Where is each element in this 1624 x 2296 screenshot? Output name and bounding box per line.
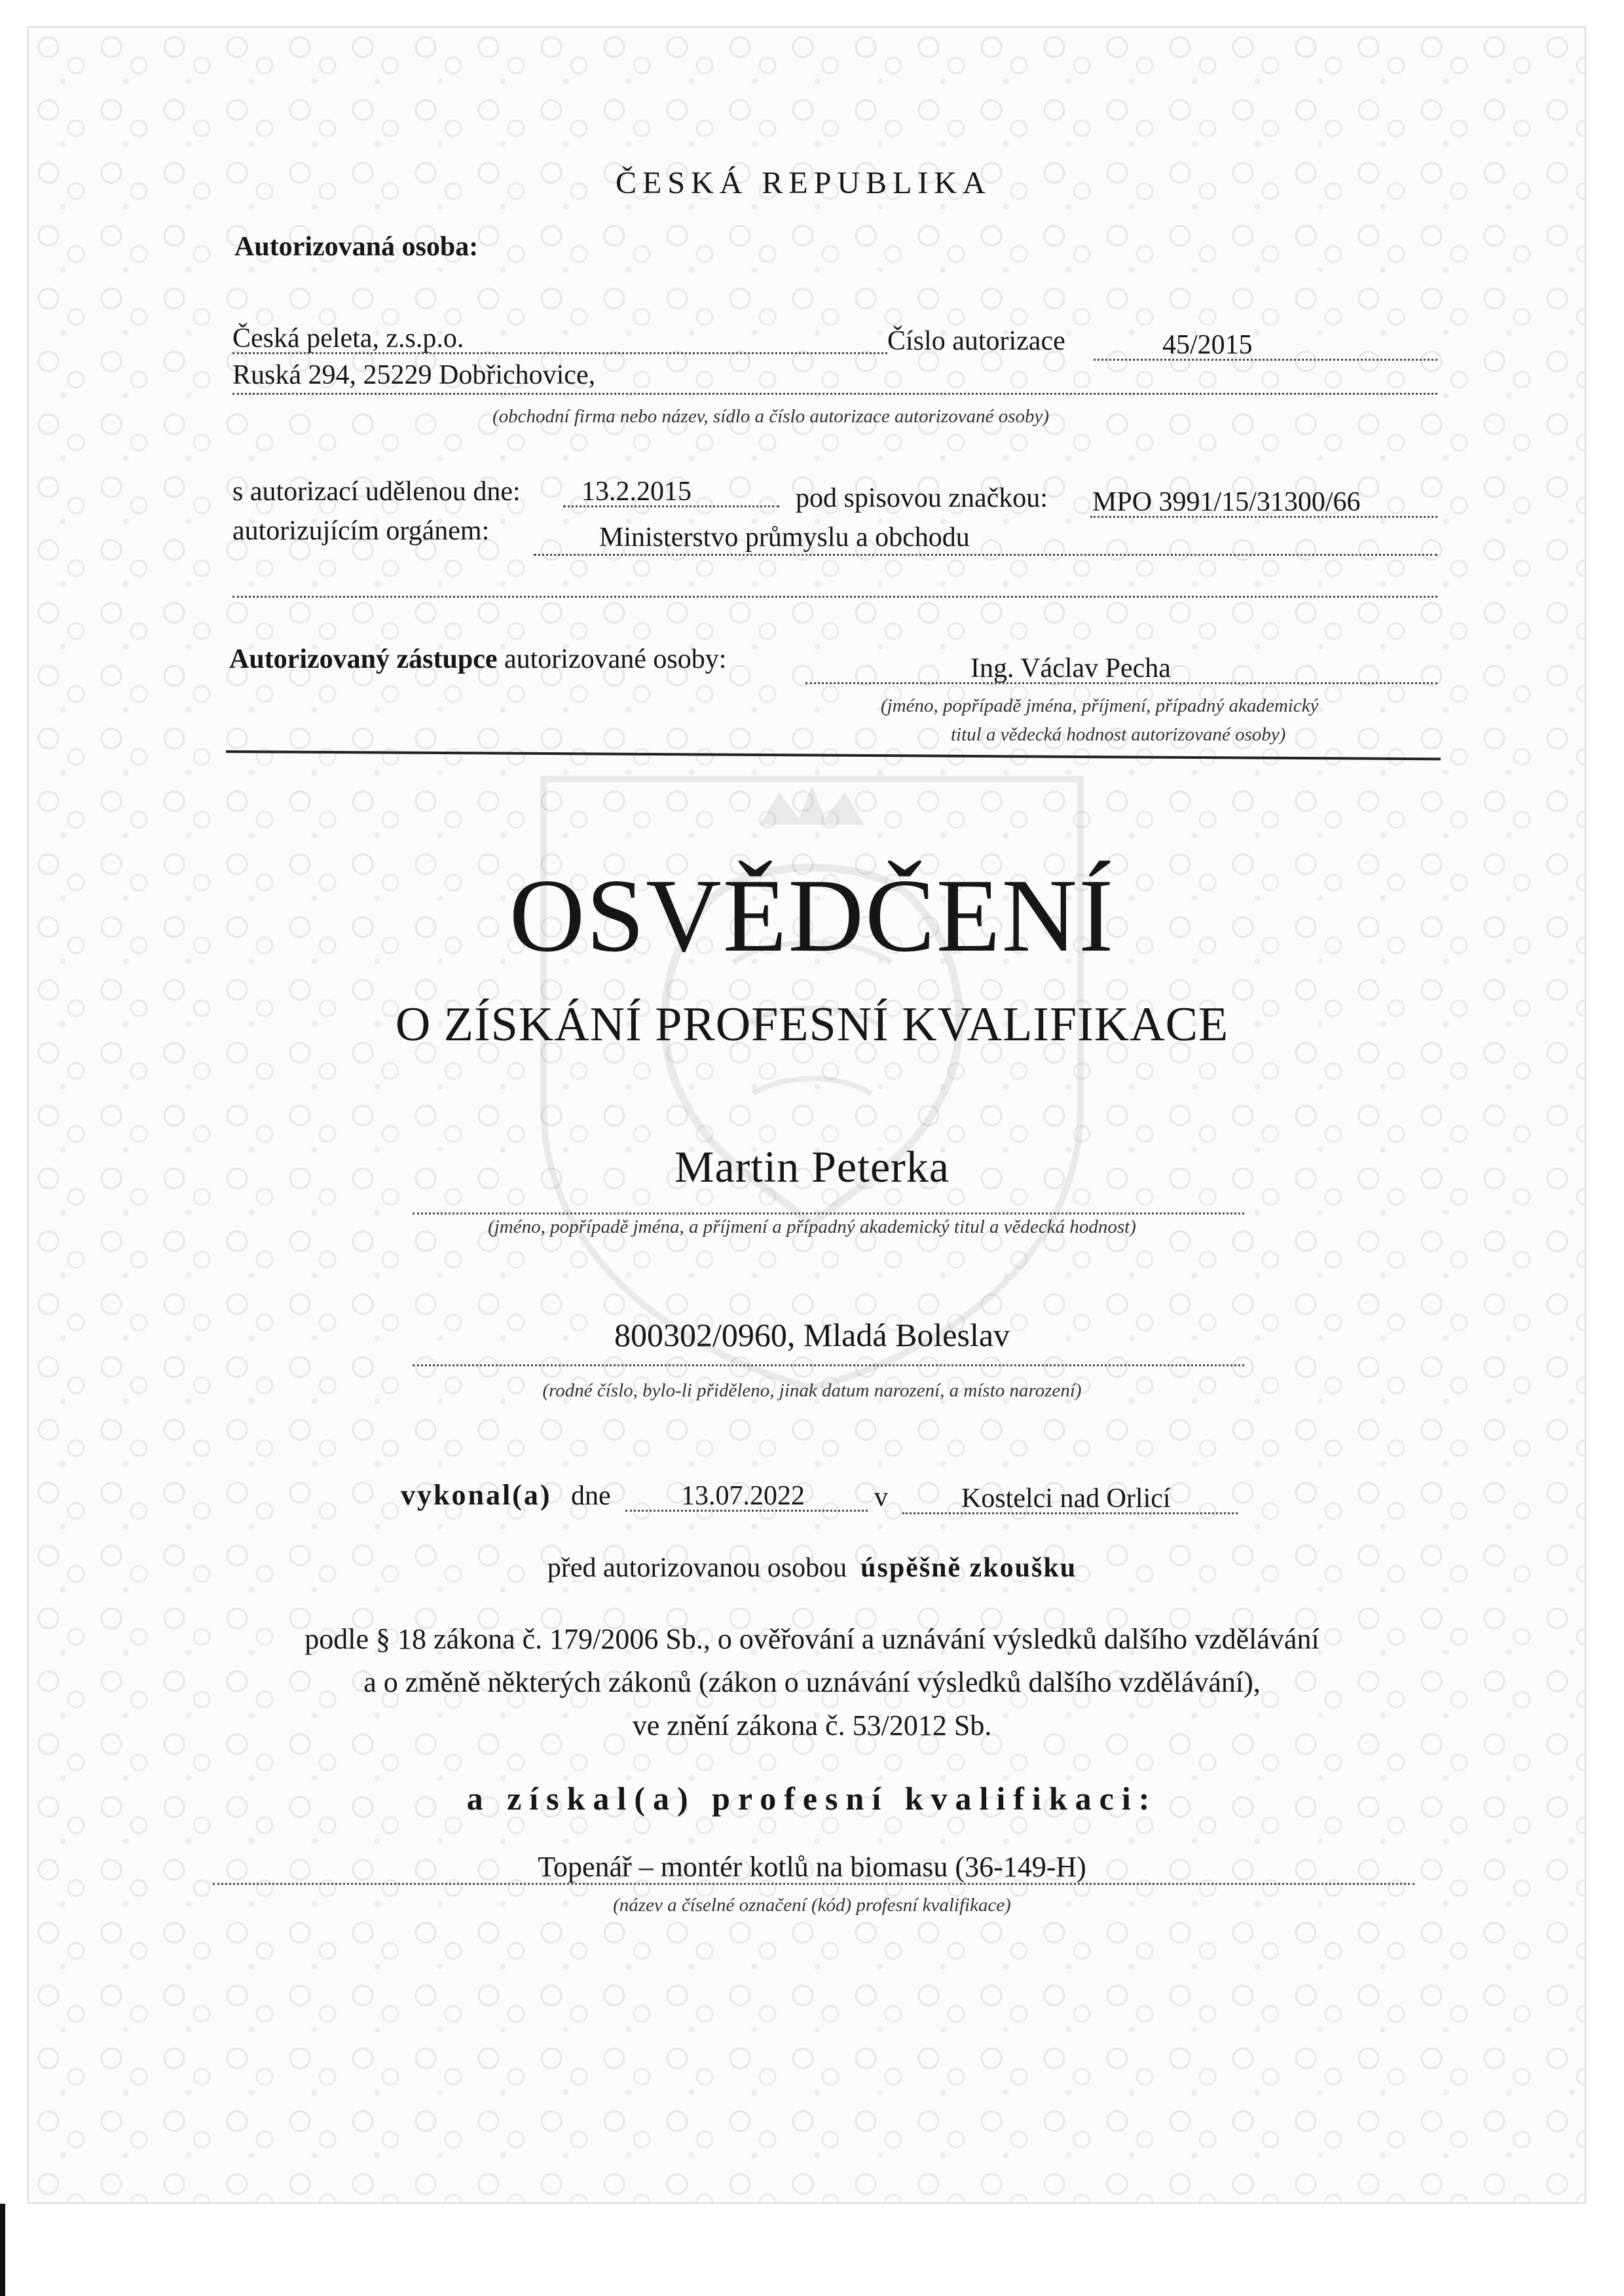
authorized-person-heading: Autorizovaná osoba: bbox=[234, 232, 479, 262]
qualification-heading: a získal(a) profesní kvalifikaci: bbox=[466, 1780, 1158, 1817]
granted-label: s autorizací udělenou dne: bbox=[232, 477, 521, 507]
authorized-person-caption: (obchodní firma nebo název, sídlo a číslo autorizace autorizované osoby) bbox=[492, 406, 1050, 427]
representative-label bbox=[229, 646, 726, 673]
file-number-label: pod spisovou značkou: bbox=[796, 483, 1048, 513]
authorized-person-address: Ruská 294, 25229 Dobřichovice, bbox=[232, 360, 596, 390]
dotted-line bbox=[1090, 516, 1437, 518]
dotted-line bbox=[625, 1510, 868, 1512]
holder-birth-caption: (rodné číslo, bylo-li přiděleno, jinak datum narození, a místo narození) bbox=[542, 1380, 1082, 1401]
country-heading: ČESKÁ REPUBLIKA bbox=[616, 166, 991, 200]
qualification-caption: (název a číselné označení (kód) profesní kvalifikace) bbox=[613, 1895, 1011, 1916]
representative-name: Ing. Václav Pecha bbox=[970, 653, 1171, 683]
dotted-line bbox=[1094, 359, 1437, 361]
auth-number-label: Číslo autorizace bbox=[887, 326, 1065, 356]
law-line-2: a o změně některých zákonů (zákon o uznávání výsledků dalšího vzdělávání), bbox=[363, 1666, 1261, 1698]
authority-label: autorizujícím orgánem: bbox=[232, 516, 490, 546]
qualification-name: Topenář – montér kotlů na biomasu (36-149-H) bbox=[538, 1851, 1086, 1883]
performed-label: vykonal(a) bbox=[401, 1479, 552, 1511]
authorized-person-name: Česká peleta, z.s.p.o. bbox=[232, 323, 464, 354]
dotted-line bbox=[232, 352, 887, 354]
dotted-line bbox=[232, 596, 1437, 598]
exam-place-label: v bbox=[874, 1482, 888, 1512]
representative-label-rest: autorizované osoby: bbox=[504, 644, 727, 674]
holder-birth: 800302/0960, Mladá Boleslav bbox=[614, 1317, 1010, 1353]
file-number-value: MPO 3991/15/31300/66 bbox=[1092, 487, 1361, 517]
certificate-subtitle: O ZÍSKÁNÍ PROFESNÍ KVALIFIKACE bbox=[395, 998, 1229, 1051]
dotted-line bbox=[232, 393, 1437, 395]
law-line-3: ve znění zákona č. 53/2012 Sb. bbox=[632, 1709, 992, 1741]
law-line-1: podle § 18 zákona č. 179/2006 Sb., o ověřování a uznávání výsledků dalšího vzdělávání bbox=[304, 1623, 1320, 1655]
representative-label-bold: Autorizovaný zástupce bbox=[229, 644, 498, 674]
exam-date-label: dne bbox=[571, 1481, 611, 1511]
authority-value: Ministerstvo průmyslu a obchodu bbox=[599, 522, 970, 553]
auth-number-value: 45/2015 bbox=[1162, 330, 1253, 360]
dotted-line bbox=[413, 1364, 1244, 1366]
exam-date: 13.07.2022 bbox=[681, 1481, 805, 1511]
scan-edge-mark bbox=[0, 2204, 5, 2296]
holder-name-caption: (jméno, popřípadě jména, a příjmení a případný akademický titul a vědecká hodnost) bbox=[488, 1216, 1136, 1237]
dotted-line bbox=[805, 682, 1437, 684]
dotted-line bbox=[534, 554, 1437, 556]
exam-place: Kostelci nad Orlicí bbox=[961, 1484, 1171, 1514]
dotted-line bbox=[213, 1883, 1414, 1885]
dotted-line bbox=[563, 505, 779, 507]
exam-success-text: úspěšně zkoušku bbox=[860, 1553, 1077, 1583]
certificate-title: OSVĚDČENÍ bbox=[509, 857, 1115, 974]
exam-before-text: před autorizovanou osobou bbox=[547, 1553, 847, 1583]
exam-before-line bbox=[0, 1554, 1624, 1582]
granted-date: 13.2.2015 bbox=[581, 477, 692, 507]
dotted-line bbox=[413, 1212, 1244, 1214]
holder-name: Martin Peterka bbox=[674, 1142, 950, 1192]
representative-caption-line1: (jméno, popřípadě jména, příjmení, případný akademický bbox=[881, 695, 1319, 716]
representative-caption-line2: titul a vědecká hodnost autorizované osoby) bbox=[951, 724, 1286, 745]
dotted-line bbox=[902, 1512, 1238, 1514]
